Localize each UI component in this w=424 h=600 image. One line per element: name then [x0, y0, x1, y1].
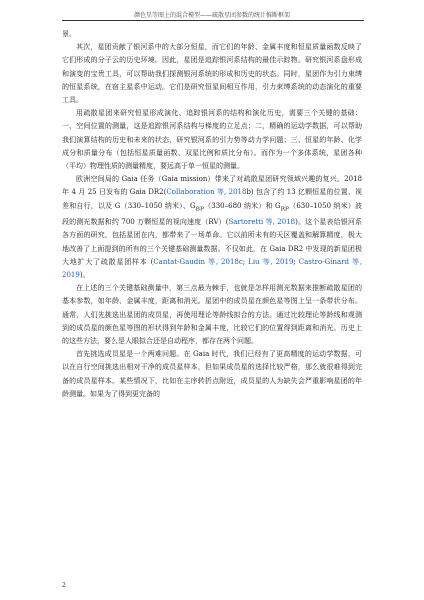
subscript-text: RP — [280, 206, 289, 213]
paragraph — [62, 173, 362, 282]
running-header: 颜色星等图上的混合模型——疏散星团参数的统计推断框架 — [133, 12, 290, 19]
paragraph — [62, 348, 362, 401]
text-run: 用疏散星团来研究恒星形成演化、追踪银河系的结构和演化历史，需要三个关键的基础：一、空间位置的测量，这是追踪银河系结构与梯度的立足点；二，精确的运动学数据，可以帮助我们演算结构的历史和未来的状态，研究银河系的引力势等动力学问题；三、恒星的年龄、化学成分和质量分布（包括恒星质量函数、双星比例和质比分布）。而作为一个多体系统，星团各种（平均）物理性质的测量精度，要远高于单一恒星的测量。 — [62, 109, 362, 171]
header-rule — [62, 20, 364, 21]
paragraph — [62, 28, 362, 41]
citation-link[interactable]: Sartoretti 等, 2018 — [228, 218, 296, 227]
text-run: ; — [293, 257, 299, 266]
paragraph — [62, 41, 362, 107]
citation-link[interactable]: Collaboration 等, 2018 — [166, 188, 247, 197]
paragraph — [62, 282, 362, 348]
text-run: （630–1050 纳米）波段的测光数据和约 700 万颗恒星的视向速度（RV）( — [62, 201, 363, 227]
page-number: 2 — [62, 582, 66, 589]
text-run: 首先挑选成员星是一个两难问题。在 Gaia 时代，我们已经有了更高精度的运动学数据，可以在自行空间挑选出相对干净的成员星样本，但如果成员星的选择比较严格，那么就很难得到完备的成员星样本。某些情况下，比如在主序转折点附近，成员星的人为缺失会严重影响星团的年龄测量。如果为了得到更完备的 — [62, 350, 362, 398]
text-run: 欧洲空间局的 Gaia 任务（Gaia mission）带来了对疏散星团研究领域兴趣的复兴。2018 年 4 月 25 日发布的 Gaia DR2( — [62, 175, 362, 197]
text-run: 在上述的三个关键基础测量中，第三点最为棘手，也就是怎样用测光数据来推断疏散星团的基本参数，如年龄、金属丰度，距离和消光。星团中的成员星在颜色星等图上呈一条带状分布。通常，人们先挑选出星团的成员星，再使用理论等龄线拟合的方法。通过比较理论等龄线和观测到的成员星的颜色星等图的形状得到年龄和金属丰度，比较它们的位置得到距离和消光。历史上的这些方法，要么是人眼拟合还是自动程序，都存在两个问题。 — [62, 284, 362, 346]
subscript-text: BP — [195, 206, 204, 213]
text-run: b) 包含了约 13 亿颗恒星的位置、视差和自行，以及 G（330–1050 纳米）、G — [62, 188, 362, 210]
text-run: （330–680 纳米）和 G — [203, 201, 281, 210]
text-run: )。这个星表给银河系各方面的研究，包括星团在内，都带来了一场革命。它以前所未有的天区覆盖和解算精度，极大地改善了上面提到的所有的三个关键基础测量数据。不仅如此，在 Gaia DR2 中发现的新星团极大地扩大了疏散星团样本 ( — [62, 218, 363, 266]
text-run: )。 — [79, 271, 90, 280]
paragraph — [62, 107, 362, 173]
citation-link[interactable]: Liu 等, 2019 — [248, 257, 294, 266]
body-text — [62, 28, 362, 401]
citation-link[interactable]: Castro-Ginard 等, 2019 — [62, 257, 362, 280]
citation-link[interactable]: Cantat-Gaudin 等, 2018c — [153, 257, 243, 266]
text-run: 景。 — [62, 30, 76, 38]
text-run: ; — [242, 257, 249, 266]
text-run: 其次，星团贡献了银河系中的大部分恒星，而它们的年龄、金属丰度和恒星质量函数反映了它们形成的分子云的历史环境。因此，星团是追踪银河系结构的最佳示踪物。研究银河系盘形成和演变的宝贵工具，可以帮助我们探测银河系统的形成和历史的状态。同时，星团作为引力束缚的恒星系统，在宿主星系中运动。它们是研究恒星间相互作用，引力束缚系统的动态演化的重要工具。 — [62, 43, 362, 105]
